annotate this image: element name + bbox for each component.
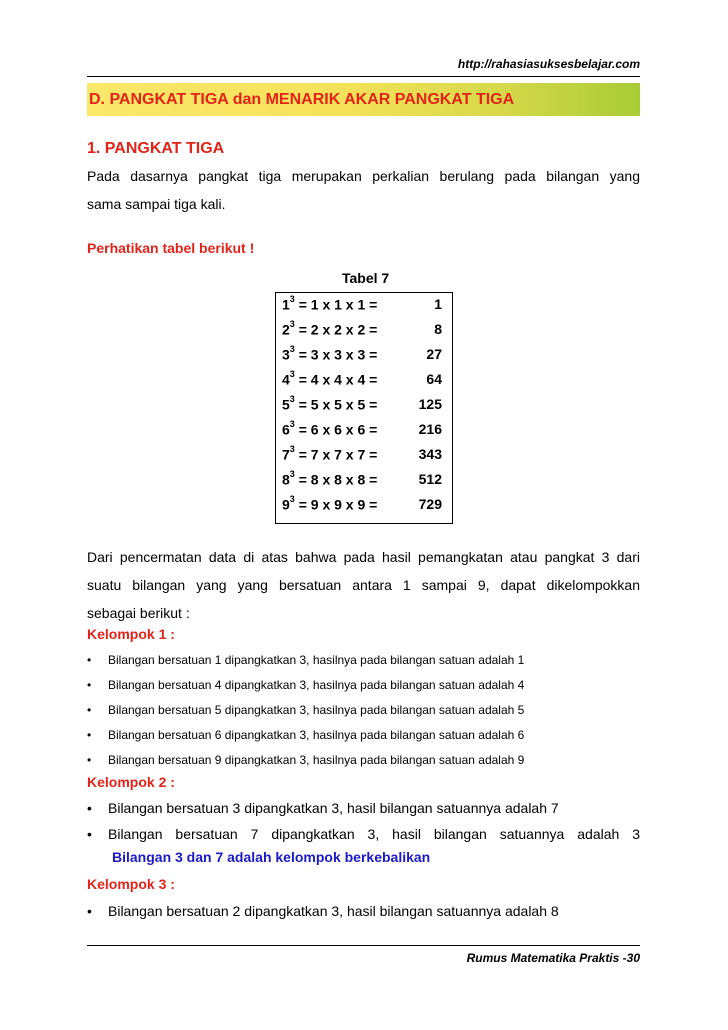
intro-line: sama sampai tiga kali. bbox=[87, 196, 226, 212]
table-row: $2^3 = 2$ x 2 x 2 = 8 bbox=[282, 319, 442, 338]
bullet-icon: • bbox=[87, 800, 92, 816]
observation-line: Dari pencermatan data di atas bahwa pada hasil pemangkatan atau pangkat 3 dari bbox=[87, 549, 640, 565]
document-page: http://rahasiasuksesbelajar.com D. PANGKAT TIGA dan MENARIK AKAR PANGKAT TIGA 1. PANGKAT TIGA Pada dasarnya pangkat tiga merupakan perkalian berulang pada bilangan yang sama sampai tiga kali. Perhatikan tabel berikut ! Tabel 7 $1^3 = 1$ x 1 x 1 = 1 $2^3 = 2$ x 2 x 2 = 8 $3^3 = 3$ x 3 x 3 = 27 $4^3 = 4$ x 4 x 4 = 64 $5^3 = 5$ x 5 x 5 = 125 $6^3 = 6$ x 6 x 6 = 216 $7^3 = 7$ x 7 x 7 = 343 $8^3 = 8$ x 8 x 8 = 512 $9^3 = 9$ x 9 x 9 = 729 Dari pencermatan data di atas bahwa pada hasil pemangkatan atau pangkat 3 dari suatu bilangan yang yang bersatuan antara 1 sampai 9, dapat dikelompokkan sebagai berikut : Kelompok 1 : • Bilangan bersatuan 1 dipangkatkan 3, hasilnya pada bilangan satuan adalah 1 • Bilangan bersatuan 4 dipangkatkan 3, hasilnya pada bilangan satuan adalah 4 • Bilangan bersatuan 5 dipangkatkan 3, hasilnya pada bilangan satuan adalah 5 • Bilangan bersatuan 6 dipangkatkan 3, hasilnya pada bilangan satuan adalah 6 • Bilangan bersatuan 9 dipangkatkan 3, hasilnya pada bilangan satuan adalah 9 Kelompok 2 : • Bilangan bersatuan 3 dipangkatkan 3, hasil bilangan satuannya adalah 7 • Bilangan bersatuan 7 dipangkatkan 3, hasil bilangan satuannya adalah 3 Bilangan 3 dan 7 adalah kelompok berkebalikan Kelompok 3 : • Bilangan bersatuan 2 dipangkatkan 3, hasil bilangan satuannya adalah 8 Rumus Matematika Praktis -30 bbox=[87, 57, 640, 965]
table-result: 1 bbox=[434, 296, 442, 312]
bullet-icon: • bbox=[87, 728, 92, 742]
observation-line: sebagai berikut : bbox=[87, 605, 190, 621]
section-title: 1. PANGKAT TIGA bbox=[87, 140, 225, 157]
bullet-icon: • bbox=[87, 826, 92, 842]
table-row: $6^3 = 6$ x 6 x 6 = 216 bbox=[282, 419, 442, 438]
bullet-icon: • bbox=[87, 678, 92, 692]
intro-line: Pada dasarnya pangkat tiga merupakan perkalian berulang pada bilangan yang bbox=[87, 168, 640, 184]
chapter-title: D. PANGKAT TIGA dan MENARIK AKAR PANGKAT TIGA bbox=[89, 91, 515, 108]
group-note: Bilangan 3 dan 7 adalah kelompok berkebalikan bbox=[112, 849, 431, 865]
chapter-banner bbox=[87, 83, 640, 116]
table-caption: Tabel 7 bbox=[342, 270, 390, 286]
footer-divider bbox=[87, 945, 640, 946]
table-row: $5^3 = 5$ x 5 x 5 = 125 bbox=[282, 394, 442, 413]
footer-text: Rumus Matematika Praktis -30 bbox=[466, 951, 640, 965]
table-row: $9^3 = 9$ x 9 x 9 = 729 bbox=[282, 494, 442, 513]
table-result: 729 bbox=[418, 496, 442, 512]
table-result: 216 bbox=[418, 421, 442, 437]
header-divider bbox=[87, 76, 640, 77]
bullet-icon: • bbox=[87, 903, 92, 919]
observation-line: suatu bilangan yang yang bersatuan antara 1 sampai 9, dapat dikelompokkan bbox=[87, 577, 640, 593]
group-title: Kelompok 3 : bbox=[87, 876, 175, 892]
intro-paragraph bbox=[87, 162, 640, 218]
bullet-icon: • bbox=[87, 703, 92, 717]
table-row: $4^3 = 4$ x 4 x 4 = 64 bbox=[282, 369, 442, 388]
bullet-icon: • bbox=[87, 753, 92, 767]
table-row: $7^3 = 7$ x 7 x 7 = 343 bbox=[282, 444, 442, 463]
cube-table bbox=[275, 292, 453, 524]
group-title: Kelompok 2 : bbox=[87, 774, 175, 790]
table-result: 343 bbox=[418, 446, 442, 462]
table-row: $1^3 = 1$ x 1 x 1 = 1 bbox=[282, 294, 442, 313]
table-result: 125 bbox=[418, 396, 442, 412]
table-result: 64 bbox=[426, 371, 442, 387]
list-item: • Bilangan bersatuan 7 dipangkatkan 3, hasil bilangan satuannya adalah 3 bbox=[87, 826, 640, 842]
bullet-icon: • bbox=[87, 653, 92, 667]
table-row: $3^3 = 3$ x 3 x 3 = 27 bbox=[282, 344, 442, 363]
table-note: Perhatikan tabel berikut ! bbox=[87, 240, 255, 256]
table-result: 27 bbox=[426, 346, 442, 362]
table-result: 8 bbox=[434, 321, 442, 337]
table-row: $8^3 = 8$ x 8 x 8 = 512 bbox=[282, 469, 442, 488]
group-title: Kelompok 1 : bbox=[87, 626, 175, 642]
header-url: http://rahasiasuksesbelajar.com bbox=[457, 57, 640, 71]
table-result: 512 bbox=[418, 471, 442, 487]
observation-paragraph bbox=[87, 543, 640, 627]
